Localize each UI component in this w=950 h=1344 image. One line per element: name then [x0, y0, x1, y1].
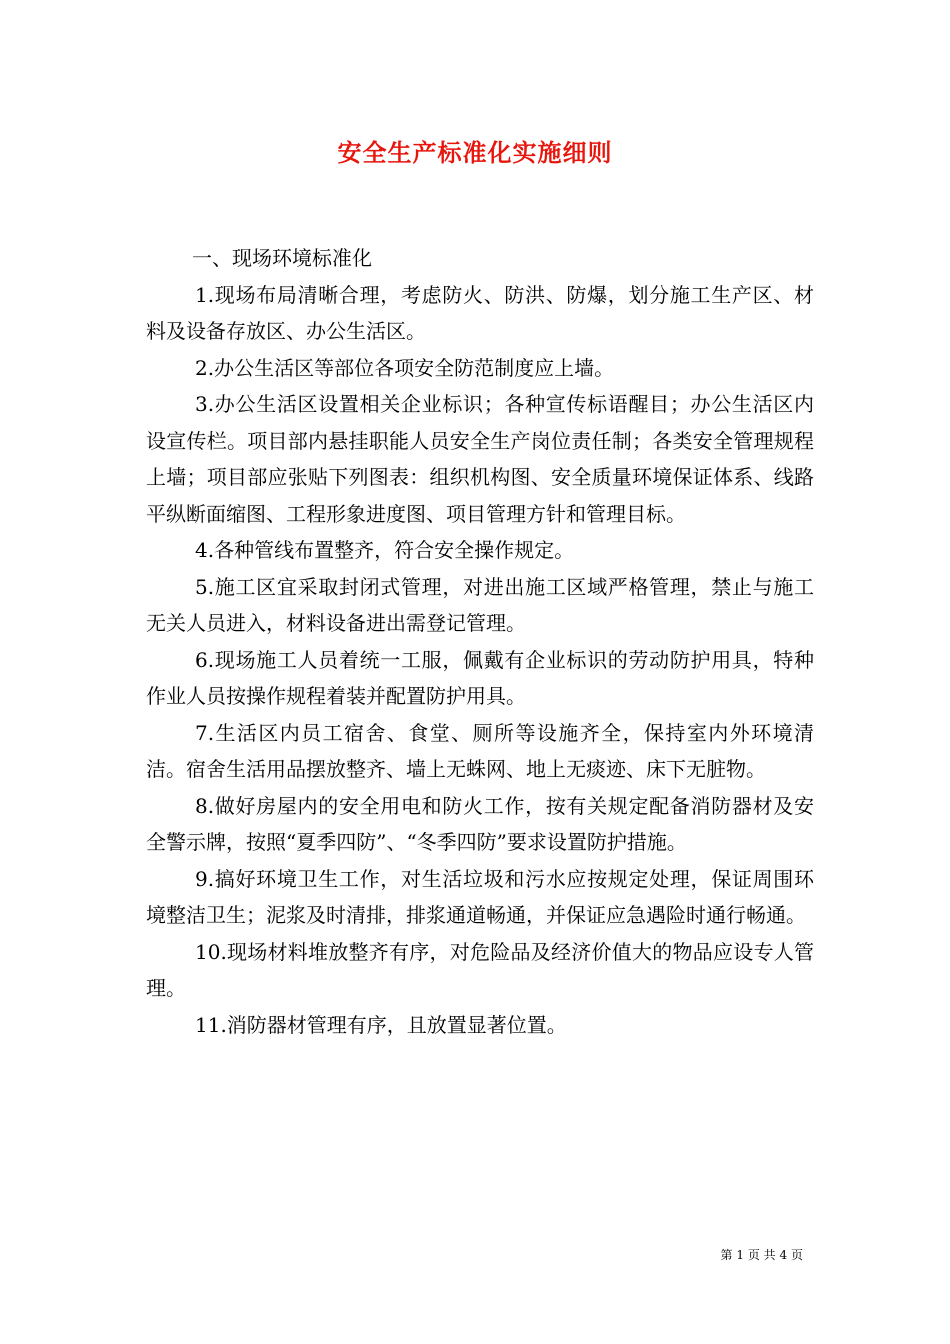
- paragraph-item: 6.现场施工人员着统一工服，佩戴有企业标识的劳动防护用具，特种作业人员按操作规程着装并配置防护用具。: [146, 647, 814, 708]
- footer-prefix: 第: [720, 1248, 733, 1262]
- paragraph-item: 7.生活区内员工宿舍、食堂、厕所等设施齐全，保持室内外环境清洁。宿舍生活用品摆放整齐、墙上无蛛网、地上无痰迹、床下无脏物。: [146, 720, 814, 781]
- footer-middle: 页 共: [747, 1248, 776, 1262]
- paragraph-item: 10.现场材料堆放整齐有序，对危险品及经济价值大的物品应设专人管理。: [146, 939, 814, 1000]
- paragraph-item: 8.做好房屋内的安全用电和防火工作，按有关规定配备消防器材及安全警示牌，按照“夏季四防”、“冬季四防”要求设置防护措施。: [146, 793, 814, 854]
- paragraph-item: 5.施工区宜采取封闭式管理，对进出施工区域严格管理，禁止与施工无关人员进入，材料设备进出需登记管理。: [146, 574, 814, 635]
- page-footer: [721, 1248, 803, 1262]
- paragraph-item: 3.办公生活区设置相关企业标识；各种宣传标语醒目；办公生活区内设宣传栏。项目部内悬挂职能人员安全生产岗位责任制；各类安全管理规程上墙；项目部应张贴下列图表：组织机构图、安全质量环境保证体系、线路平纵断面缩图、工程形象进度图、项目管理方针和管理目标。: [146, 392, 814, 526]
- document-title: 安全生产标准化实施细则: [337, 139, 613, 167]
- paragraph-item: 11.消防器材管理有序，且放置显著位置。: [195, 1012, 567, 1037]
- paragraph-item: 2.办公生活区等部位各项安全防范制度应上墙。: [195, 355, 615, 380]
- section-heading: 一、现场环境标准化: [192, 246, 372, 270]
- paragraph-item: 1.现场布局清晰合理，考虑防火、防洪、防爆，划分施工生产区、材料及设备存放区、办公生活区。: [146, 282, 814, 343]
- total-pages-number: 4: [779, 1248, 788, 1262]
- paragraph-item: 9.搞好环境卫生工作，对生活垃圾和污水应按规定处理，保证周围环境整洁卫生；泥浆及时清排，排浆通道畅通，并保证应急遇险时通行畅通。: [146, 866, 814, 927]
- current-page-number: 1: [736, 1248, 745, 1262]
- document-body: [146, 240, 814, 1043]
- paragraph-item: 4.各种管线布置整齐，符合安全操作规定。: [195, 538, 575, 562]
- footer-suffix: 页: [790, 1248, 803, 1262]
